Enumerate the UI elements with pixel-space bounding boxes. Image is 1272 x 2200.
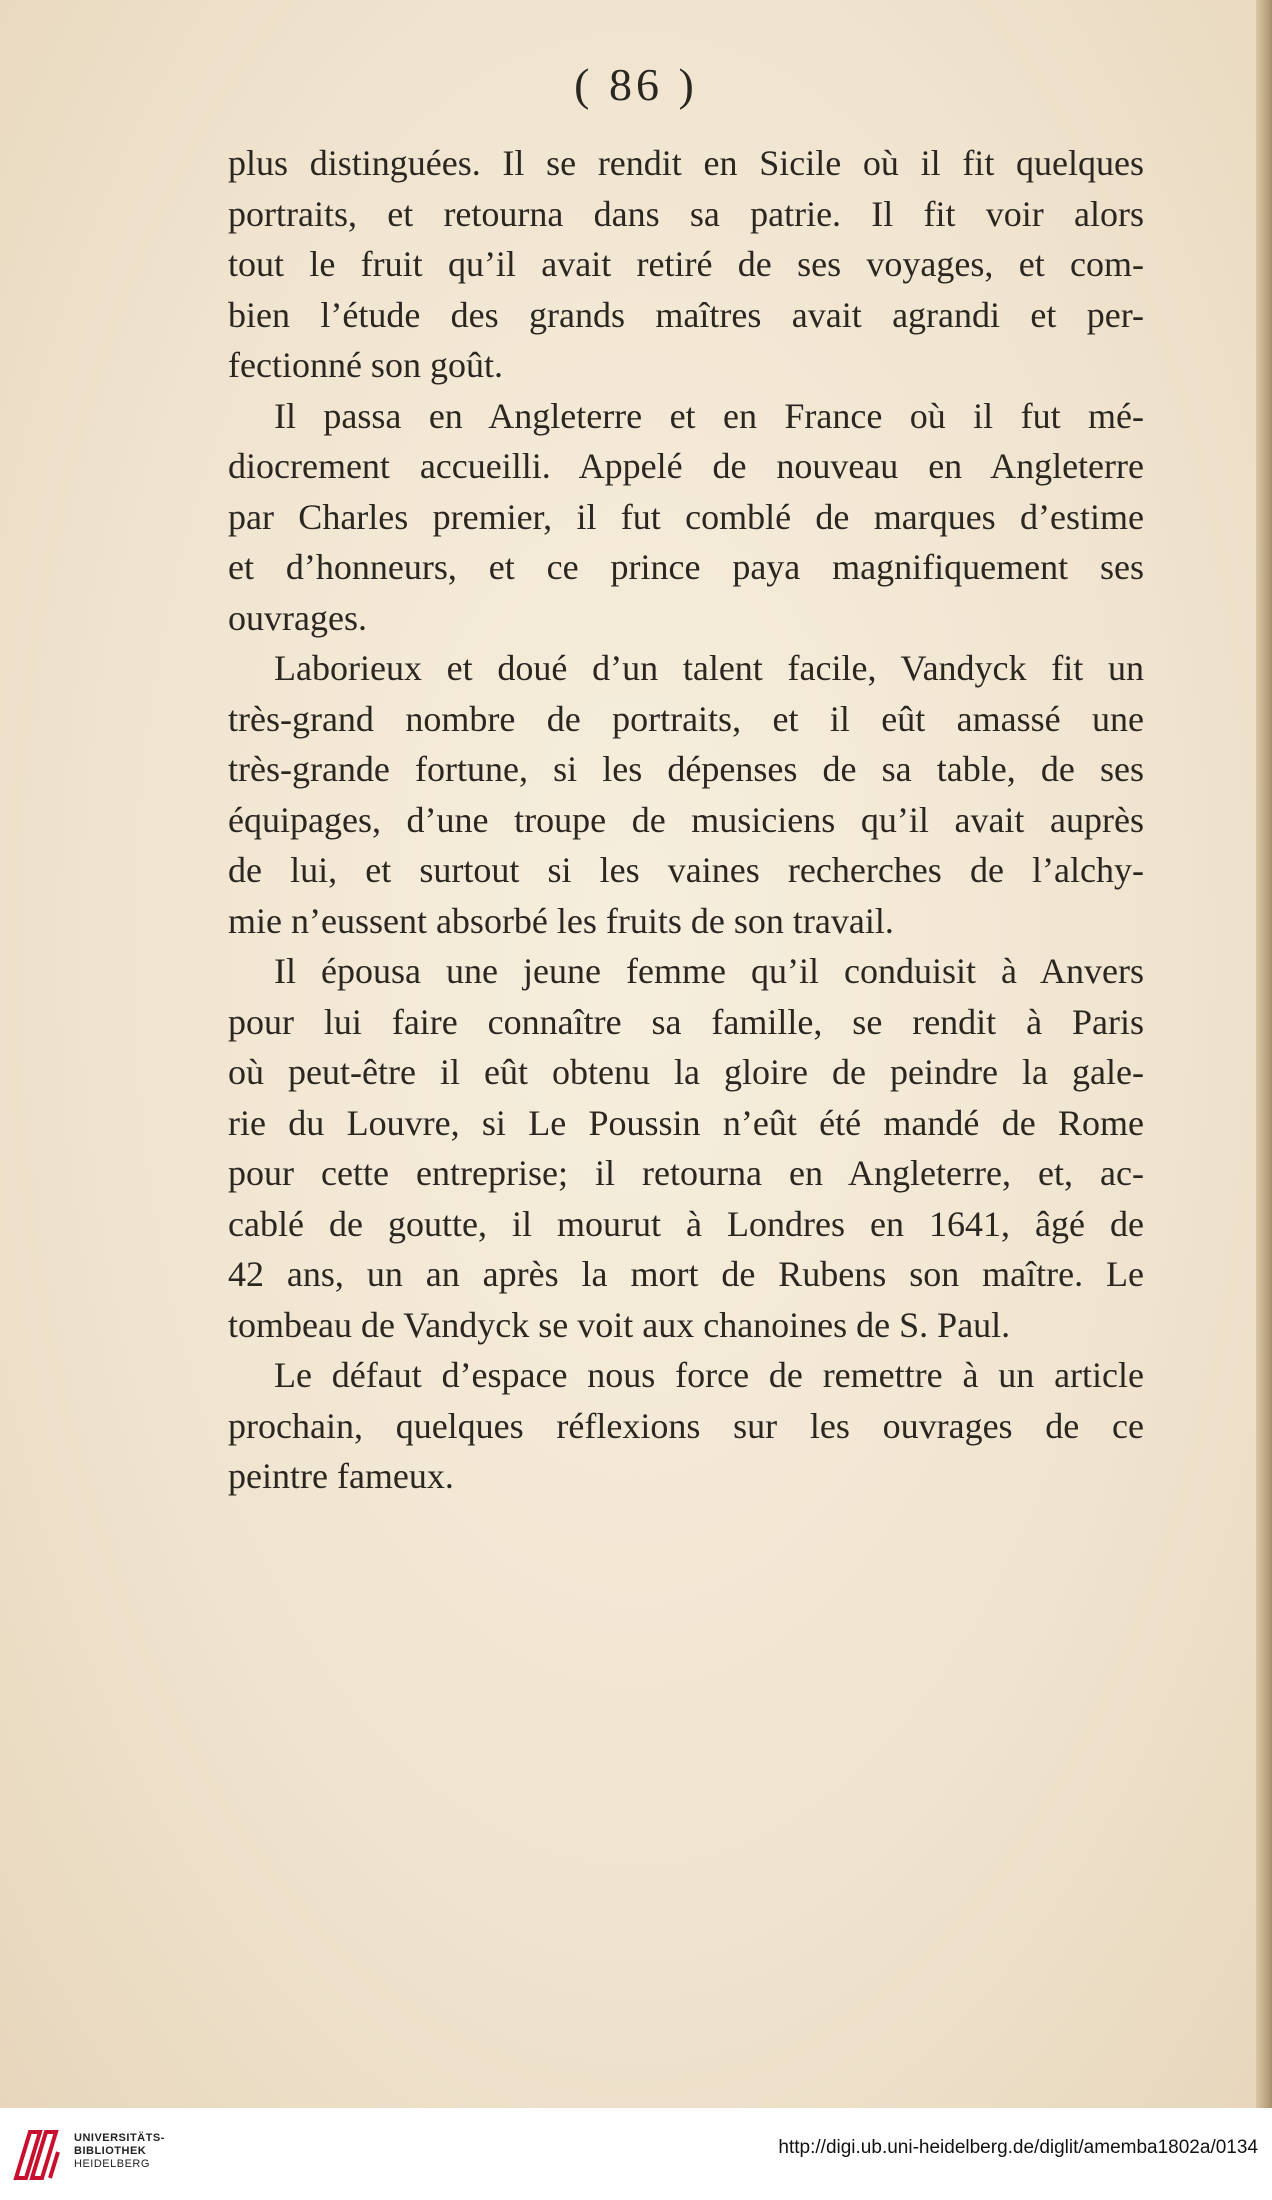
text-line: de lui, et surtout si les vaines recherches de l’alchy- [228, 850, 1144, 890]
text-line: tombeau de Vandyck se voit aux chanoines de S. Paul. [228, 1304, 1011, 1345]
text-line: ouvrages. [228, 597, 367, 638]
text-line: Il épousa une jeune femme qu’il conduisit à Anvers [274, 951, 1144, 991]
library-logo-icon [10, 2124, 66, 2184]
text-line: équipages, d’une troupe de musiciens qu’il avait auprès [228, 799, 1144, 840]
text-line: peintre fameux. [228, 1456, 454, 1496]
text-line: prochain, quelques réflexions sur les ouvrages de ce [228, 1405, 1144, 1446]
logo-line: UNIVERSITÄTS- [74, 2132, 165, 2144]
text-line: par Charles premier, il fut comblé de marques d’estime [228, 496, 1144, 537]
library-logo-text [74, 2132, 165, 2171]
text-line: Laborieux et doué d’un talent facile, Vandyck fit un [274, 648, 1144, 688]
text-line: 42 ans, un an après la mort de Rubens son maître. Le [228, 1254, 1144, 1294]
text-line: Le défaut d’espace nous force de remettre à un article [274, 1355, 1144, 1395]
source-url-link[interactable]: http://digi.ub.uni-heidelberg.de/diglit/amemba1802a/0134 [778, 2137, 1258, 2158]
text-line: très-grand nombre de portraits, et il eût amassé une [228, 698, 1144, 739]
text-line: portraits, et retourna dans sa patrie. Il fit voir alors [228, 193, 1144, 234]
text-line: bien l’étude des grands maîtres avait agrandi et per- [228, 294, 1144, 335]
page-number: ( 86 ) [574, 59, 698, 110]
text-line: où peut-être il eût obtenu la gloire de peindre la gale- [228, 1052, 1144, 1092]
text-line: très-grande fortune, si les dépenses de sa table, de ses [228, 749, 1144, 789]
text-line: tout le fruit qu’il avait retiré de ses voyages, et com- [228, 244, 1144, 284]
text-line: fectionné son goût. [228, 345, 503, 385]
text-line: Il passa en Angleterre et en France où il fut mé- [274, 395, 1144, 436]
text-line: cablé de goutte, il mourut à Londres en 1641, âgé de [228, 1203, 1144, 1244]
text-line: diocrement accueilli. Appelé de nouveau en Angleterre [228, 446, 1144, 486]
text-line: pour lui faire connaître sa famille, se rendit à Paris [228, 1001, 1144, 1042]
logo-line: HEIDELBERG [74, 2158, 150, 2170]
text-line: mie n’eussent absorbé les fruits de son travail. [228, 900, 894, 941]
page-edge-shadow [1256, 0, 1272, 2108]
body-text [228, 138, 1144, 1502]
text-line: pour cette entreprise; il retourna en Angleterre, et, ac- [228, 1153, 1144, 1193]
text-line: plus distinguées. Il se rendit en Sicile où il fit quelques [228, 143, 1144, 183]
logo-line: BIBLIOTHEK [74, 2145, 147, 2157]
text-line: rie du Louvre, si Le Poussin n’eût été mandé de Rome [228, 1102, 1144, 1143]
text-line: et d’honneurs, et ce prince paya magnifiquement ses [228, 547, 1144, 587]
